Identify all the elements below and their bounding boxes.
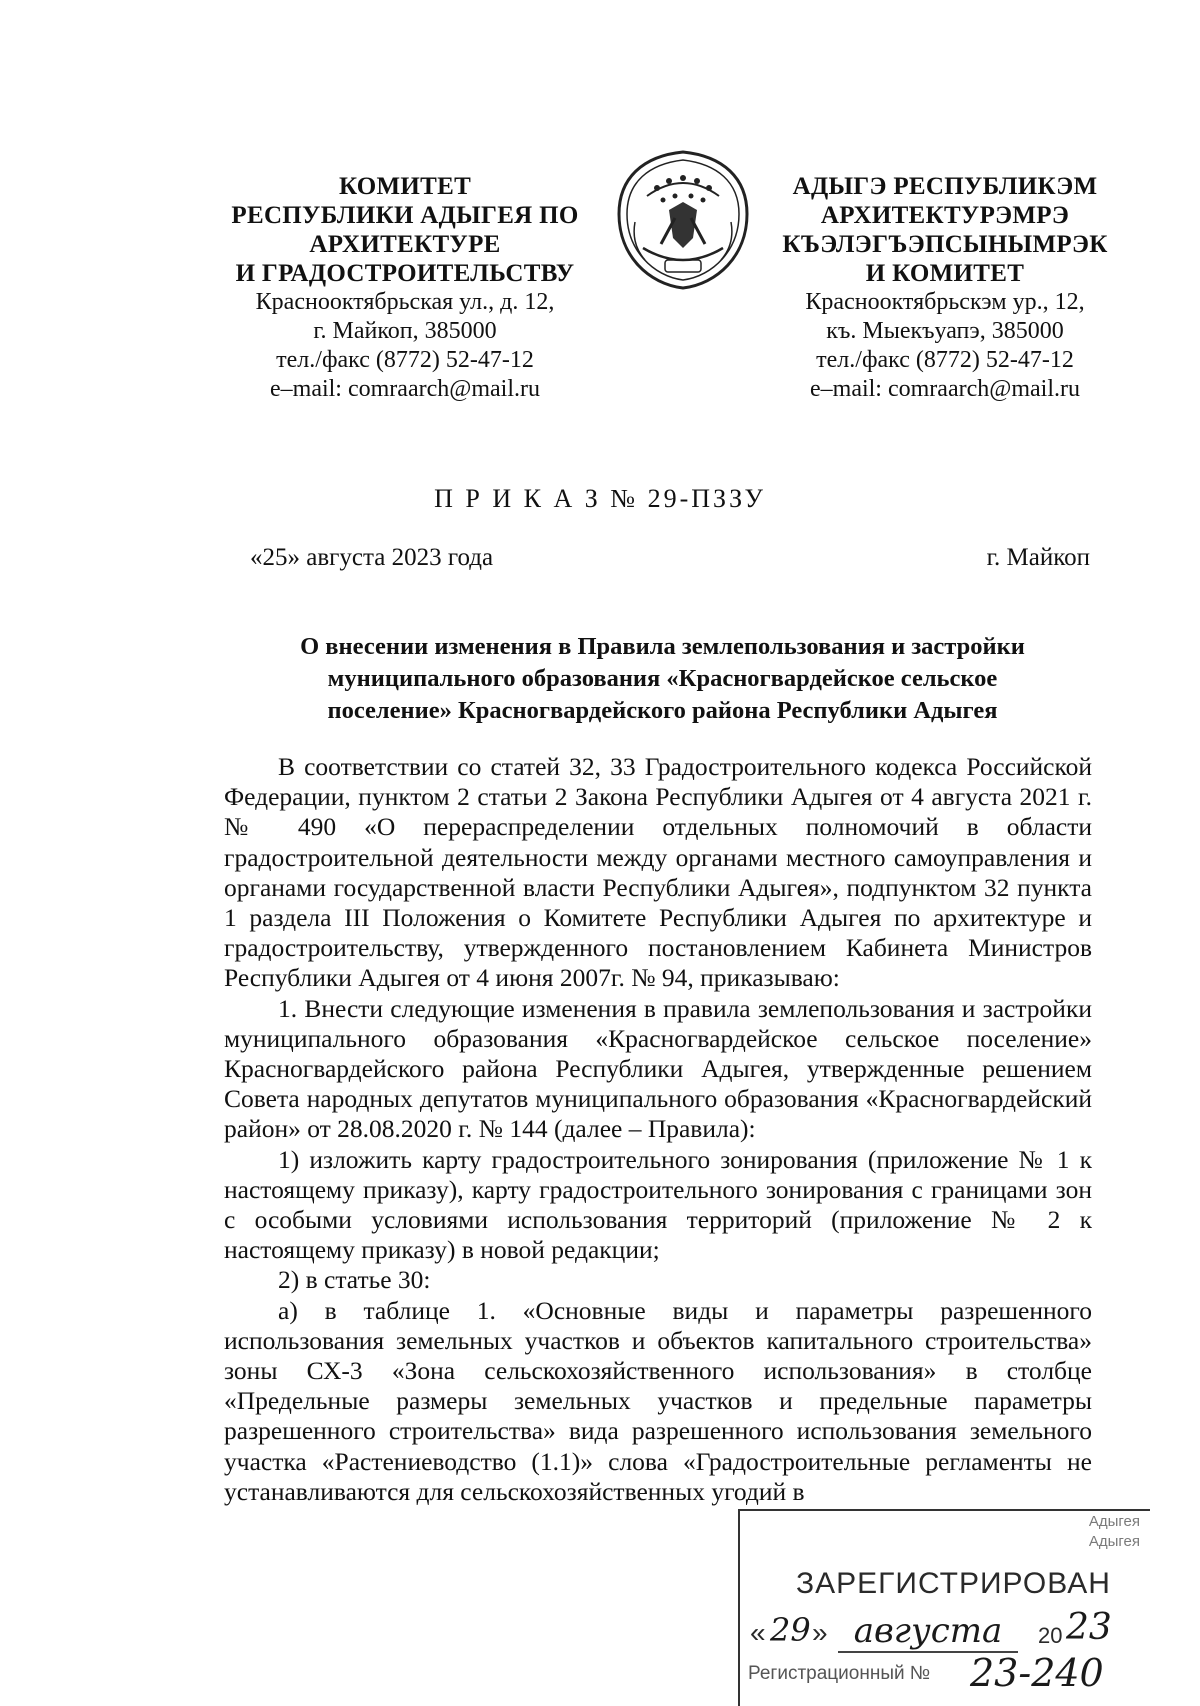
right-org-line-4: И КОМИТЕТ [865,260,1025,287]
body-paragraph-subitem-2a: а) в таблице 1. «Основные виды и параметры разрешенного использования земельных участков и объектов капитального строительства» зоны СХ-3 «Зона сельскохозяйственного использования» в столбце «Предельные размеры земельных участков и предельные параметры разрешенного строительства» вида разрешенного использования земельного участка «Растениеводство (1.1)» слова «Градостроительные регламенты не устанавливаются для сельскохозяйственных угодий в [224,1295,1092,1506]
stamp-bleed-text-2: Адыгея [1088,1533,1140,1550]
stamp-reg-number: 23-240 [970,1651,1104,1695]
right-address-phone: тел./факс (8772) 52-47-12 [816,347,1074,373]
stamp-open-quote: « [750,1617,766,1648]
order-subject [220,631,1105,727]
right-address-street: Краснооктябрьскэм ур., 12, [805,289,1085,315]
left-address-city: г. Майкоп, 385000 [313,318,497,344]
header-left-block [200,172,610,404]
left-org-line-1: КОМИТЕТ [338,173,472,200]
right-org-line-1: АДЫГЭ РЕСПУБЛИКЭМ [792,173,1098,200]
body-paragraph-subitem-1: 1) изложить карту градостроительного зонирования (приложение № 1 к настоящему приказу), карту градостроительного зонирования с границами зон с особыми условиями использования территорий (приложение № 2 к настоящему приказу) в новой редакции; [224,1144,1092,1265]
stamp-date-row [748,1607,1148,1655]
right-org-line-3: КЪЭЛЭГЪЭПСЫНЫМРЭК [782,231,1108,258]
subject-line-2: муниципального образования «Красногвардейское сельское [327,665,998,692]
order-title: П Р И К А З № 29-ПЗЗУ [434,484,766,513]
body-paragraph-preamble: В соответствии со статей 32, 33 Градостроительного кодекса Российской Федерации, пунктом 2 статьи 2 Закона Республики Адыгея от 4 августа 2021 г. № 490 «О перераспределении отдельных полномочий в области градостроительной деятельности между органами местного самоуправления и органами государственной власти Республики Адыгея», подпунктом 32 пункта 1 раздела III Положения о Комитете Республики Адыгея по архитектуре и градостроительству, утвержденного постановлением Кабинета Министров Республики Адыгея от 4 июня 2007г. № 94, приказываю: [224,752,1092,993]
order-body [224,752,1092,1507]
stamp-day: 29 [770,1611,811,1649]
order-date: «25» августа 2023 года [250,544,494,571]
subject-line-3: поселение» Красногвардейского района Республики Адыгея [327,697,998,724]
order-city: г. Майкоп [986,544,1090,571]
stamp-month: августа [838,1611,1018,1653]
registration-stamp [738,1509,1150,1706]
right-address-email: e–mail: comraarch@mail.ru [810,376,1080,402]
stamp-year-suffix: 23 [1066,1607,1112,1648]
left-org-line-3: АРХИТЕКТУРЕ [309,231,501,258]
header-right-block [775,172,1115,404]
stamp-title: ЗАРЕГИСТРИРОВАН [796,1567,1111,1600]
body-paragraph-subitem-2: 2) в статье 30: [278,1265,431,1295]
stamp-reg-label: Регистрационный № [748,1663,931,1684]
body-paragraph-item-1: 1. Внести следующие изменения в правила землепользования и застройки муниципального образования «Красногвардейское сельское поселение» Красногвардейского района Республики Адыгея, утвержденные решением Совета народных депутатов муниципального образования «Красногвардейский район» от 28.08.2020 г. № 144 (далее – Правила): [224,993,1092,1144]
stamp-close-quote: » [812,1617,828,1648]
left-address-street: Краснооктябрьская ул., д. 12, [255,289,555,315]
left-address-email: e–mail: comraarch@mail.ru [270,376,540,402]
right-org-line-2: АРХИТЕКТУРЭМРЭ [820,202,1070,229]
subject-line-1: О внесении изменения в Правила землепользования и застройки [300,633,1025,660]
left-org-line-4: И ГРАДОСТРОИТЕЛЬСТВУ [235,260,575,287]
left-address-phone: тел./факс (8772) 52-47-12 [276,347,534,373]
right-address-city: къ. Мыекъуапэ, 385000 [826,318,1064,344]
stamp-year-prefix: 20 [1038,1623,1063,1648]
coat-of-arms-icon [613,148,753,292]
stamp-bleed-text-1: Адыгея [1088,1513,1140,1530]
left-org-line-2: РЕСПУБЛИКИ АДЫГЕЯ ПО [231,202,579,229]
